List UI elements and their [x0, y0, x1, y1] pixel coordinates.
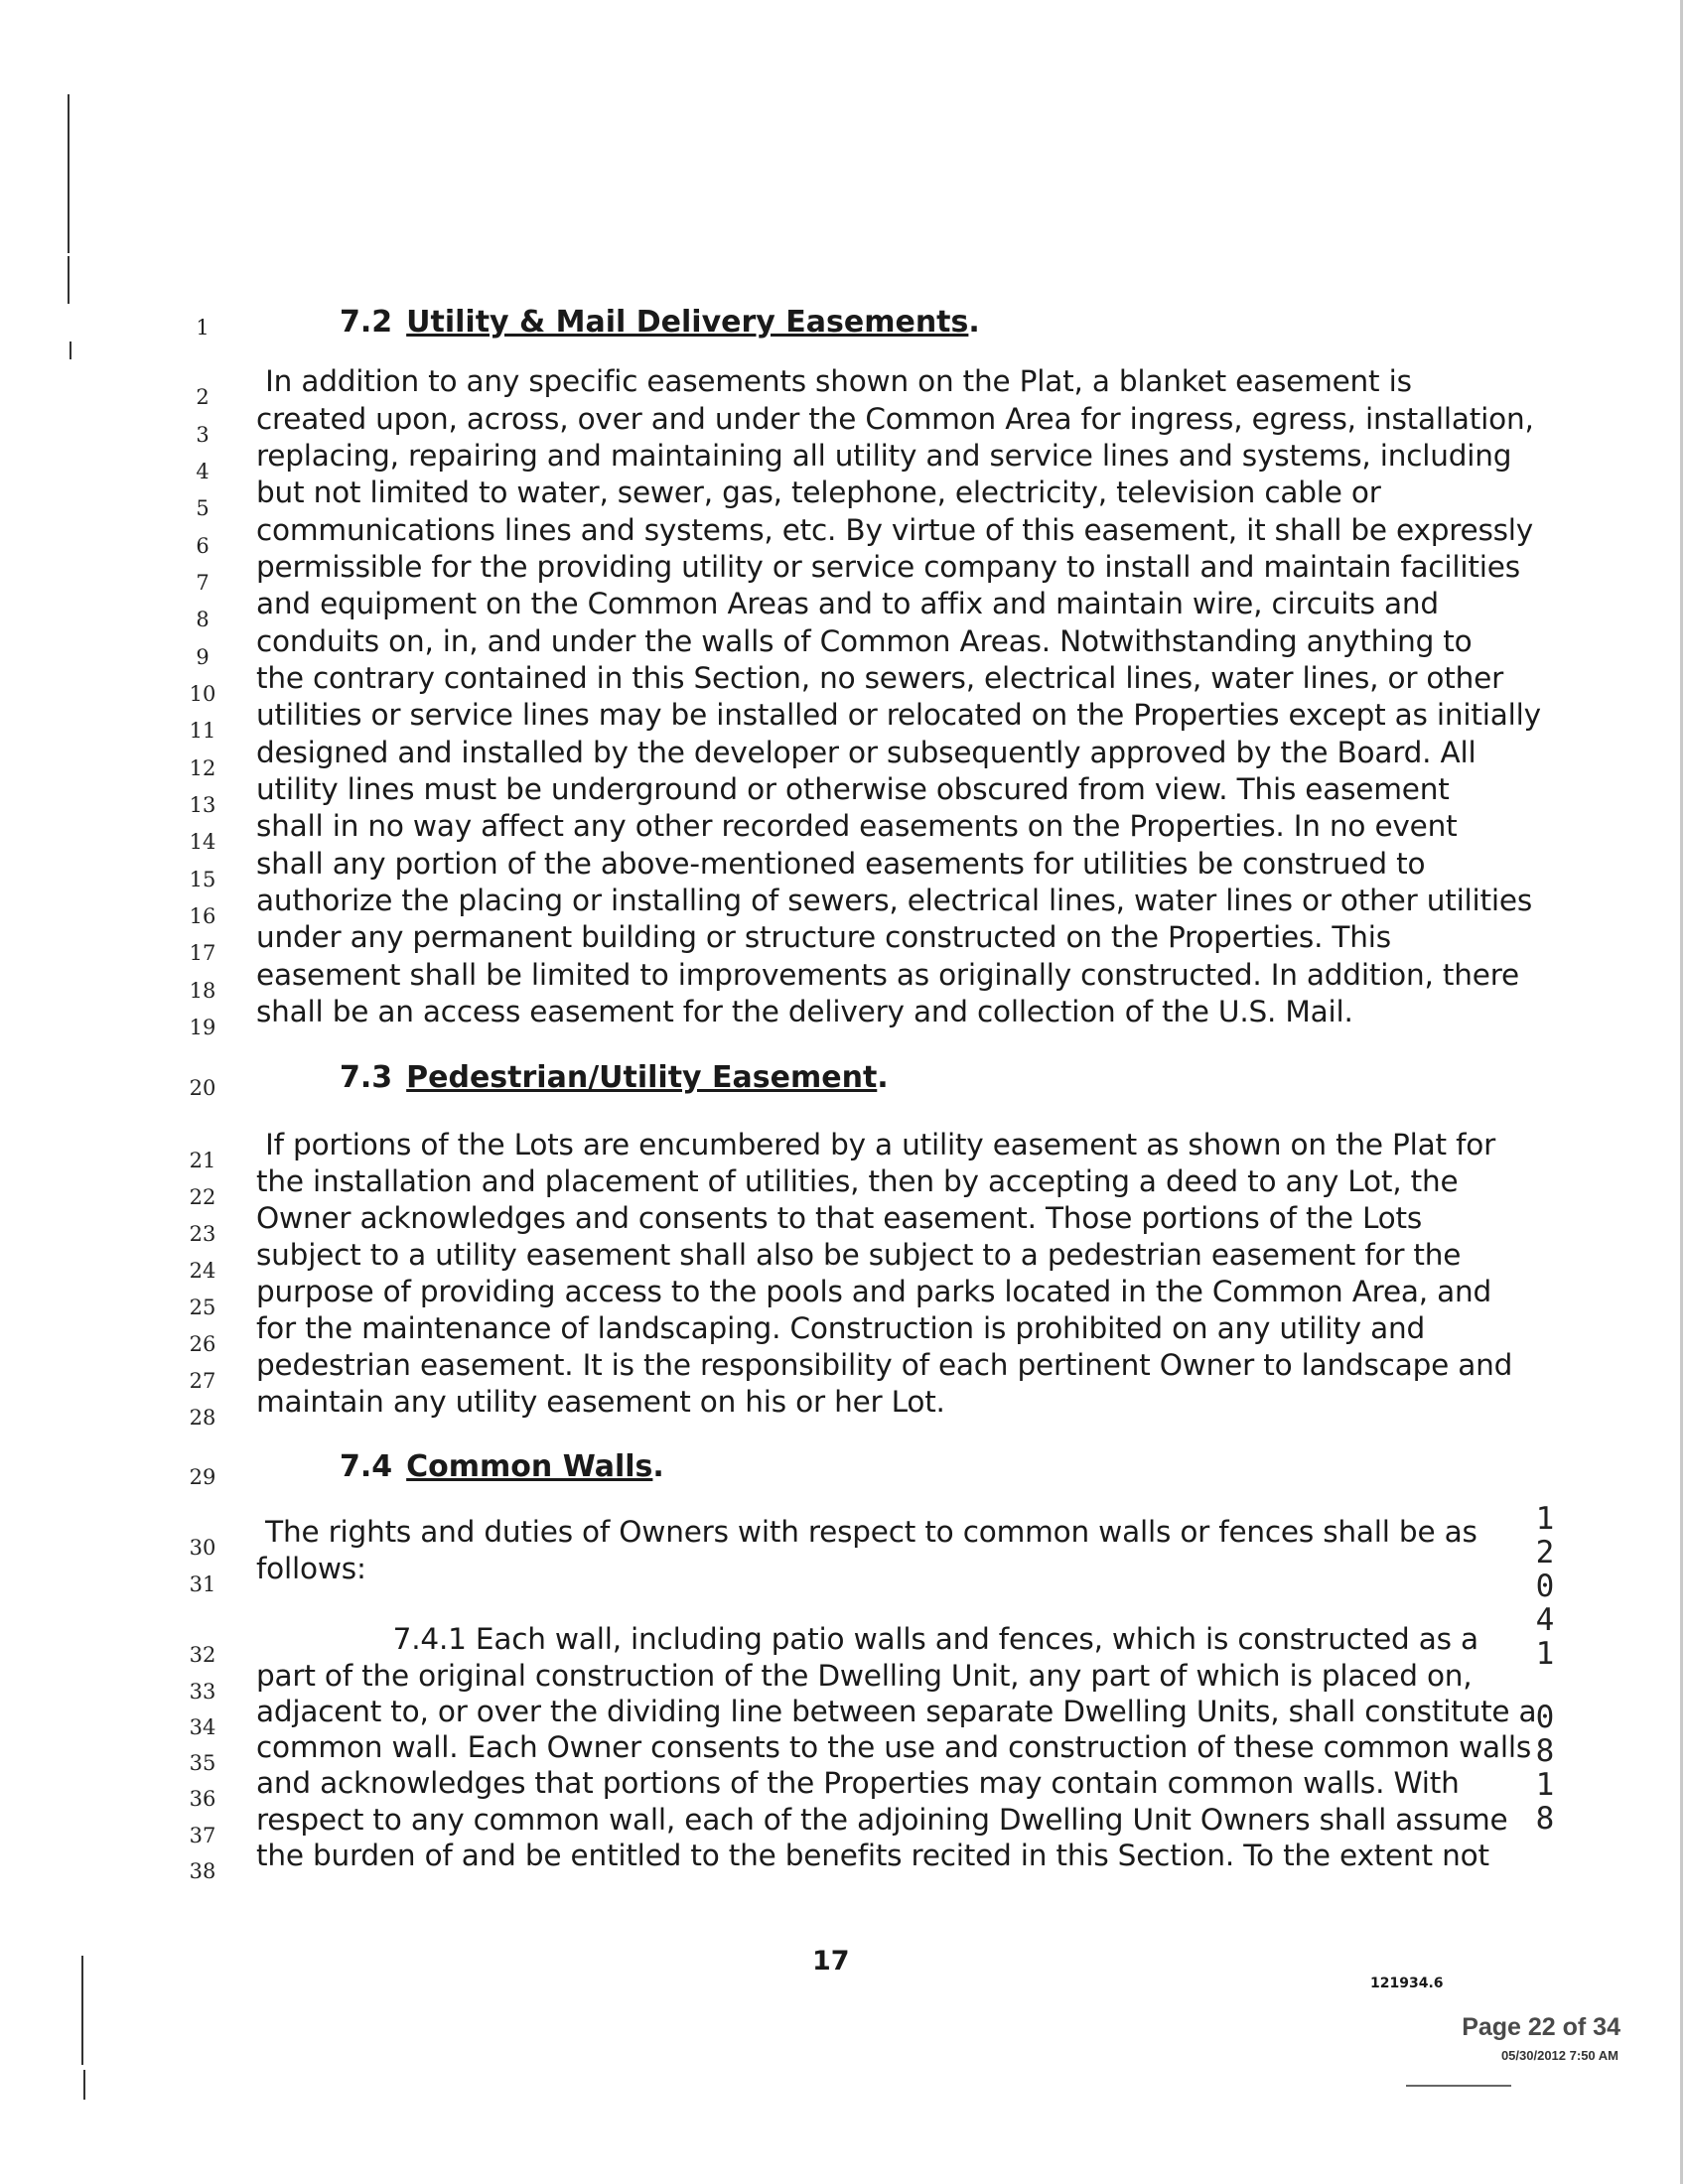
- section-number: 7.3: [340, 1060, 393, 1095]
- body-line: the contrary contained in this Section, no sewers, electrical lines, water lines, or other: [256, 661, 1504, 695]
- line-number: 37: [189, 1824, 216, 1847]
- stamp-digit: 2: [1535, 1535, 1555, 1570]
- line-number: 18: [189, 979, 216, 1003]
- body-line: The rights and duties of Owners with respect to common walls or fences shall be as: [256, 1515, 1477, 1549]
- line-number: 1: [196, 316, 210, 340]
- margin-scan-line: [68, 94, 70, 253]
- line-number: 35: [189, 1751, 216, 1775]
- recording-number-stamp: [1525, 1502, 1565, 1836]
- line-number: 30: [189, 1536, 216, 1560]
- body-line: purpose of providing access to the pools and parks located in the Common Area, and: [256, 1275, 1492, 1308]
- line-number: 32: [189, 1643, 216, 1667]
- body-line: utility lines must be underground or otherwise obscured from view. This easement: [256, 772, 1450, 806]
- stamp-spacer: [1525, 1671, 1565, 1701]
- section-number: 7.2: [340, 305, 393, 340]
- body-line: but not limited to water, sewer, gas, telephone, electricity, television cable or: [256, 476, 1381, 509]
- body-line: common wall. Each Owner consents to the use and construction of these common walls: [256, 1730, 1532, 1764]
- body-line: shall be an access easement for the delivery and collection of the U.S. Mail.: [256, 995, 1353, 1028]
- line-number: 13: [189, 793, 216, 817]
- line-number: 3: [196, 423, 210, 447]
- line-number: 7: [196, 571, 210, 595]
- line-number: 12: [189, 756, 216, 780]
- section-suffix: .: [968, 305, 980, 340]
- line-number: 22: [189, 1185, 216, 1209]
- body-line: for the maintenance of landscaping. Construction is prohibited on any utility and: [256, 1311, 1425, 1345]
- body-line: and equipment on the Common Areas and to affix and maintain wire, circuits and: [256, 587, 1439, 620]
- line-number: 5: [196, 496, 210, 520]
- document-code: 121934.6: [1370, 1976, 1444, 1991]
- line-number: 20: [189, 1076, 216, 1100]
- stamp-digit: 1: [1535, 1501, 1555, 1537]
- line-number: 27: [189, 1369, 216, 1393]
- stamp-digit: 0: [1535, 1569, 1555, 1604]
- line-number: 38: [189, 1859, 216, 1883]
- body-line: shall in no way affect any other recorded easements on the Properties. In no event: [256, 809, 1458, 843]
- footer-datetime: 05/30/2012 7:50 AM: [1500, 2048, 1618, 2063]
- line-number: 15: [189, 868, 216, 891]
- stamp-digit: 8: [1535, 1733, 1555, 1769]
- body-line: part of the original construction of the Dwelling Unit, any part of which is placed on,: [256, 1659, 1473, 1693]
- line-number: 25: [189, 1296, 216, 1319]
- body-line: easement shall be limited to improvements as originally constructed. In addition, there: [256, 958, 1519, 992]
- body-line: permissible for the providing utility or service company to install and maintain facilities: [256, 550, 1520, 584]
- margin-scan-line: [70, 341, 71, 359]
- section-heading-7-3: [340, 1060, 889, 1095]
- body-line: and acknowledges that portions of the Properties may contain common walls. With: [256, 1766, 1460, 1800]
- line-number: 23: [189, 1222, 216, 1246]
- page-number: 17: [812, 1946, 850, 1977]
- body-line: follows:: [256, 1552, 366, 1585]
- line-number: 4: [196, 460, 210, 483]
- section-heading-7-2: [340, 305, 980, 340]
- line-number: 9: [196, 645, 210, 669]
- line-number: 28: [189, 1406, 216, 1430]
- line-number: 16: [189, 904, 216, 928]
- line-number: 24: [189, 1259, 216, 1283]
- stamp-digit: 4: [1535, 1602, 1555, 1638]
- body-line: utilities or service lines may be installed or relocated on the Properties except as initially: [256, 698, 1541, 732]
- line-number: 19: [189, 1016, 216, 1039]
- stamp-digit: 1: [1535, 1636, 1555, 1672]
- section-heading-7-4: [340, 1449, 664, 1484]
- body-line: respect to any common wall, each of the adjoining Dwelling Unit Owners shall assume: [256, 1803, 1508, 1837]
- footer-rule: [1406, 2085, 1511, 2087]
- section-suffix: .: [877, 1060, 889, 1095]
- page-edge-rule: [1680, 0, 1683, 2184]
- line-number: 26: [189, 1332, 216, 1356]
- body-line: communications lines and systems, etc. By virtue of this easement, it shall be expressly: [256, 513, 1534, 547]
- body-line: replacing, repairing and maintaining all utility and service lines and systems, including: [256, 439, 1512, 473]
- body-line: In addition to any specific easements shown on the Plat, a blanket easement is: [256, 364, 1412, 398]
- margin-scan-line: [83, 2070, 85, 2100]
- line-number: 14: [189, 830, 216, 854]
- footer-page-label: Page 22 of 34: [1462, 2013, 1620, 2041]
- body-line: maintain any utility easement on his or her Lot.: [256, 1385, 945, 1419]
- line-number: 17: [189, 941, 216, 965]
- line-number: 6: [196, 534, 210, 558]
- section-title: Common Walls: [406, 1449, 653, 1484]
- section-title: Pedestrian/Utility Easement: [406, 1060, 878, 1095]
- line-number: 34: [189, 1715, 216, 1739]
- body-line: Owner acknowledges and consents to that easement. Those portions of the Lots: [256, 1201, 1423, 1235]
- section-title: Utility & Mail Delivery Easements: [406, 305, 969, 340]
- body-line: pedestrian easement. It is the responsibility of each pertinent Owner to landscape and: [256, 1348, 1513, 1382]
- line-number: 11: [189, 719, 216, 743]
- line-number: 10: [189, 682, 216, 706]
- section-number: 7.4: [340, 1449, 393, 1484]
- body-line: shall any portion of the above-mentioned easements for utilities be construed to: [256, 847, 1426, 881]
- body-line: adjacent to, or over the dividing line between separate Dwelling Units, shall constitute a: [256, 1695, 1537, 1728]
- body-line: created upon, across, over and under the Common Area for ingress, egress, installation,: [256, 402, 1534, 436]
- body-line: designed and installed by the developer or subsequently approved by the Board. All: [256, 736, 1477, 769]
- margin-scan-line: [81, 1956, 83, 2065]
- line-number: 33: [189, 1680, 216, 1704]
- stamp-digit: 8: [1535, 1801, 1555, 1837]
- line-number: 31: [189, 1572, 216, 1596]
- margin-scan-line: [68, 256, 70, 304]
- section-suffix: .: [652, 1449, 664, 1484]
- line-number: 21: [189, 1149, 216, 1172]
- body-line: the installation and placement of utilities, then by accepting a deed to any Lot, the: [256, 1164, 1459, 1198]
- line-number: 29: [189, 1465, 216, 1489]
- line-number: 2: [196, 385, 210, 409]
- body-line: authorize the placing or installing of sewers, electrical lines, water lines or other utilities: [256, 884, 1533, 917]
- body-line: If portions of the Lots are encumbered by a utility easement as shown on the Plat for: [256, 1128, 1496, 1161]
- body-line: conduits on, in, and under the walls of Common Areas. Notwithstanding anything to: [256, 624, 1473, 658]
- body-line: subject to a utility easement shall also be subject to a pedestrian easement for the: [256, 1238, 1462, 1272]
- body-line: under any permanent building or structure constructed on the Properties. This: [256, 920, 1391, 954]
- stamp-digit: 1: [1535, 1767, 1555, 1803]
- body-line: the burden of and be entitled to the benefits recited in this Section. To the extent not: [256, 1839, 1489, 1872]
- body-line: 7.4.1 Each wall, including patio walls and fences, which is constructed as a: [256, 1622, 1478, 1656]
- line-number: 36: [189, 1787, 216, 1811]
- stamp-digit: 0: [1535, 1700, 1555, 1735]
- line-number: 8: [196, 608, 210, 631]
